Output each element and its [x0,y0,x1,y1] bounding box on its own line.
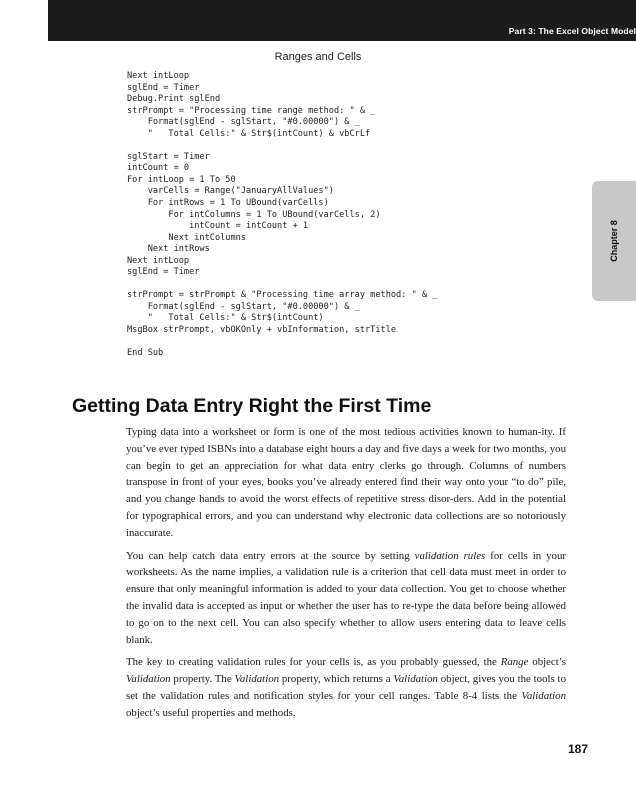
text-run: for cells in your worksheets. As the name implies, a validation rule is a criterion that cell data must meet in order to ensure that only meaningful information is added to your data collection. You get to choose whether the invalid data is accepted as input or whether the user has to re-type the data before being allowed to go on to the next cell. You can also specify whether to allow users entering data to leave cells blank. [126,549,567,646]
code-line: Next intLoop [127,71,190,81]
text-run: property, which returns a [279,673,394,686]
text-run: The key to creating validation rules for your cells is, as you probably guessed, the [126,656,501,669]
code-line: For intRows = 1 To UBound(varCells) [127,198,329,209]
code-line: strPrompt = "Processing time range method: " & _ [127,105,376,116]
italic-term: validation rules [414,549,486,562]
code-line: varCells = Range("JanuaryAllValues") [127,186,334,197]
code-line: MsgBox strPrompt, vbOKOnly + vbInformation, strTitle [127,325,397,336]
code-line: For intColumns = 1 To UBound(varCells, 2) [127,209,381,220]
paragraph [126,424,566,542]
code-line: intCount = 0 [127,163,190,174]
text-run: You can help catch data entry errors at the source by setting [126,549,415,562]
code-listing [127,71,437,360]
paragraph [126,654,566,721]
code-line: Format(sglEnd - sglStart, "#0.00000") & _ [127,301,360,312]
code-line: " Total Cells:" & Str$(intCount) & vbCrLf [127,128,371,139]
code-line: Next intRows [127,244,210,255]
text-run: Typing data into a worksheet or form is one of the most tedious activities known to human-ity. If you’ve ever typed ISBNs into a database eight hours a day and five days a week for two months, you can begin to get an appreciation for what data entry clerks go through. Columns of numbers transpose in front of your eyes, books you’ve already entered find their way onto your “to do” pile, and you change hands to avoid the worst effects of repetitive stress disor-ders. Add in the potential for typographical errors, and you can understand why electronic data collections are so notoriously inaccurate. [126,426,566,539]
chapter-tab-label: Chapter 8 [609,220,619,262]
code-line: intCount = intCount + 1 [127,221,309,232]
section-heading: Getting Data Entry Right the First Time [72,395,432,417]
code-line: End Sub [127,348,164,359]
italic-term: Validation [393,673,438,686]
paragraph [126,548,566,649]
chapter-tab [592,181,636,301]
italic-term: Validation [234,673,280,686]
code-line: sglEnd = Timer [127,82,200,93]
text-run: object’s useful properties and methods. [126,706,296,719]
code-line: strPrompt = strPrompt & "Processing time array method: " & _ [127,290,438,301]
code-line: Next intLoop [127,255,190,266]
part-title: Part 3: The Excel Object Model [508,26,636,36]
italic-term: Range [500,656,529,669]
running-head: Ranges and Cells [274,51,362,63]
code-line: sglEnd = Timer [127,267,200,278]
code-line: Format(sglEnd - sglStart, "#0.00000") & _ [127,117,360,128]
italic-term: Validation [126,673,171,686]
text-run: object, gives you the tools to set the validation rules and notification styles for your cell ranges. Table 8-4 lists the [126,673,566,702]
code-line: " Total Cells:" & Str$(intCount) [127,313,324,324]
page-number: 187 [567,742,588,756]
body-text [126,424,566,728]
code-line: sglStart = Timer [127,151,210,162]
code-line: Next intColumns [127,232,246,243]
text-run: object’s [528,656,566,669]
code-line: Debug.Print sglEnd [127,94,221,105]
italic-term: Validation [521,689,566,702]
text-run: property. The [170,673,235,686]
header-bar [48,0,636,41]
code-line: For intLoop = 1 To 50 [127,174,236,185]
